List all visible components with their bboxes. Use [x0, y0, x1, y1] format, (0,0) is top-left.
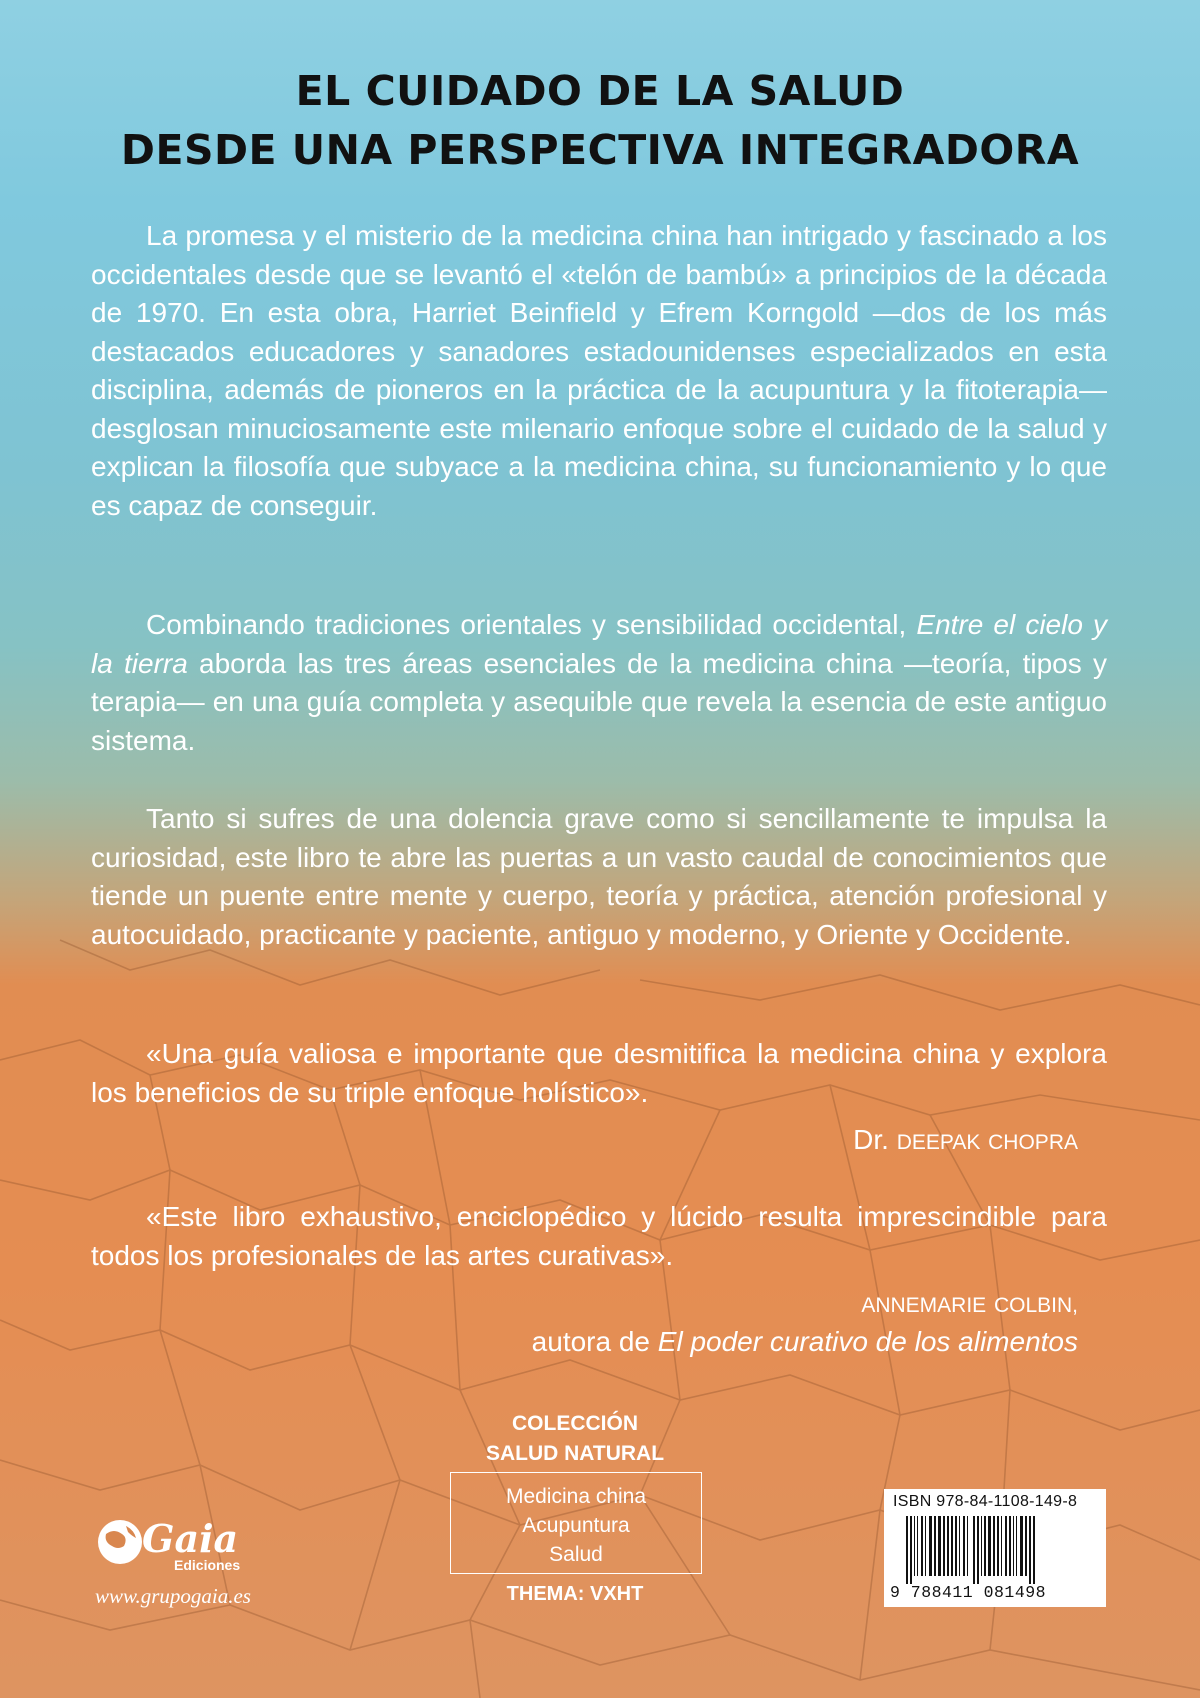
- barcode-bar: [1033, 1516, 1035, 1584]
- barcode-bar: [938, 1516, 941, 1576]
- collection-line-1: COLECCIÓN: [512, 1412, 638, 1435]
- author-1-prefix: Dr.: [853, 1124, 897, 1155]
- book-title: Entre el cielo y la tierra: [91, 609, 1108, 679]
- globe-icon: [98, 1520, 142, 1564]
- subject-item: Medicina china: [505, 1485, 647, 1508]
- subjects-box: [450, 1472, 702, 1574]
- barcode-bar: [967, 1516, 968, 1576]
- thema-code: THEMA: VXHT: [506, 1583, 644, 1605]
- barcode-bar: [988, 1516, 991, 1576]
- barcode-bar: [984, 1516, 986, 1576]
- heading-line-1: EL CUIDADO DE LA SALUD: [295, 67, 905, 115]
- barcode-bar: [934, 1516, 936, 1576]
- barcode-bar: [1025, 1516, 1027, 1576]
- author-1-first-name: DEEPAK: [896, 1131, 981, 1154]
- paragraph-2-start: Combinando tradiciones orientales y sensibilidad occidental,: [146, 609, 917, 640]
- subject-item: Acupuntura: [522, 1514, 630, 1537]
- barcode-bar: [1029, 1516, 1031, 1584]
- barcode-bar: [977, 1516, 979, 1584]
- barcode-bar: [997, 1516, 999, 1576]
- barcode-bar: [917, 1516, 918, 1576]
- isbn-label: ISBN 978-84-1108-149-8: [893, 1493, 1078, 1510]
- barcode-bar: [955, 1516, 957, 1576]
- publisher-sub: Ediciones: [174, 1557, 241, 1573]
- author-1-last-name: CHOPRA: [988, 1131, 1078, 1154]
- blurb-quote-2: «Este libro exhaustivo, enciclopédico y lúcido resulta imprescindible para todos los profesionales de las artes curativas».: [91, 1201, 1107, 1271]
- barcode-bar: [925, 1516, 926, 1576]
- publisher-url: www.grupogaia.es: [95, 1584, 251, 1608]
- isbn-barcode: [884, 1489, 1106, 1607]
- barcode-bar: [1009, 1516, 1011, 1576]
- synopsis-paragraph-1: La promesa y el misterio de la medicina china han intrigado y fascinado a los occidentales desde que se levantó el «telón de bambú» a principios de la década de 1970. En esta obra, Harriet Beinfield y Efrem Korngold —dos de los más destacados educadores y sanadores estadounidenses especializados en esta disciplina, además de pioneros en la práctica de la acupuntura y la fitoterapia— desglosan minuciosamente este milenario enfoque sobre el cuidado de la salud y explican la filosofía que subyace a la medicina china, su funcionamiento y lo que es capaz de conseguir.: [91, 220, 1107, 521]
- gaia-logo: [92, 1512, 272, 1582]
- collection-line-2: SALUD NATURAL: [485, 1442, 665, 1465]
- barcode-bar: [1005, 1516, 1007, 1576]
- barcode-bar: [951, 1516, 953, 1576]
- subject-item: Salud: [549, 1543, 603, 1566]
- synopsis-paragraph-2: [91, 606, 1107, 760]
- source-book-title: El poder curativo de los alimentos: [657, 1326, 1078, 1357]
- collection-label: [430, 1409, 720, 1469]
- quote-1-author: [853, 1121, 1078, 1163]
- publisher-name: Gaia: [142, 1516, 239, 1561]
- heading-line-2: DESDE UNA PERSPECTIVA INTEGRADORA: [120, 126, 1080, 174]
- isbn-digits: 9 788411 081498: [890, 1583, 1047, 1602]
- paragraph-2-end: aborda las tres áreas esenciales de la medicina china —teoría, tipos y terapia— en una guía completa y asequible que revela la esencia de este antiguo sistema.: [91, 647, 1107, 756]
- barcode-bar: [910, 1516, 912, 1584]
- quote-2-author: [861, 1284, 1078, 1326]
- barcode-bar: [947, 1516, 949, 1576]
- barcode-bar: [1016, 1516, 1017, 1576]
- author-2-last-name: COLBIN,: [993, 1294, 1078, 1317]
- cover-heading: [0, 62, 1200, 180]
- barcode-bar: [943, 1516, 945, 1576]
- barcode-bar: [981, 1516, 982, 1576]
- barcode-bar: [914, 1516, 915, 1576]
- barcode-bar: [993, 1516, 995, 1576]
- barcode-bar: [1001, 1516, 1002, 1576]
- barcode-bar: [929, 1516, 932, 1576]
- barcode-bar: [906, 1516, 908, 1584]
- barcode-bar: [1013, 1516, 1014, 1576]
- author-2-first-name: ANNEMARIE: [861, 1294, 987, 1317]
- barcode-bar: [959, 1516, 960, 1576]
- barcode-bars: [906, 1516, 1096, 1584]
- barcode-bar: [921, 1516, 923, 1576]
- barcode-bar: [973, 1516, 975, 1584]
- quote-2-source: [532, 1323, 1078, 1362]
- barcode-bar: [1020, 1516, 1023, 1576]
- barcode-bar: [963, 1516, 965, 1576]
- source-prefix: autora de: [531, 1326, 658, 1357]
- synopsis-paragraph-3: Tanto si sufres de una dolencia grave como si sencillamente te impulsa la curiosidad, este libro te abre las puertas a un vasto caudal de conocimientos que tiende un puente entre mente y cuerpo, teoría y práctica, atención profesional y autocuidado, practicante y paciente, antiguo y moderno, y Oriente y Occidente.: [91, 803, 1107, 950]
- blurb-quote-1: «Una guía valiosa e importante que desmitifica la medicina china y explora los beneficios de su triple enfoque holístico».: [91, 1038, 1107, 1108]
